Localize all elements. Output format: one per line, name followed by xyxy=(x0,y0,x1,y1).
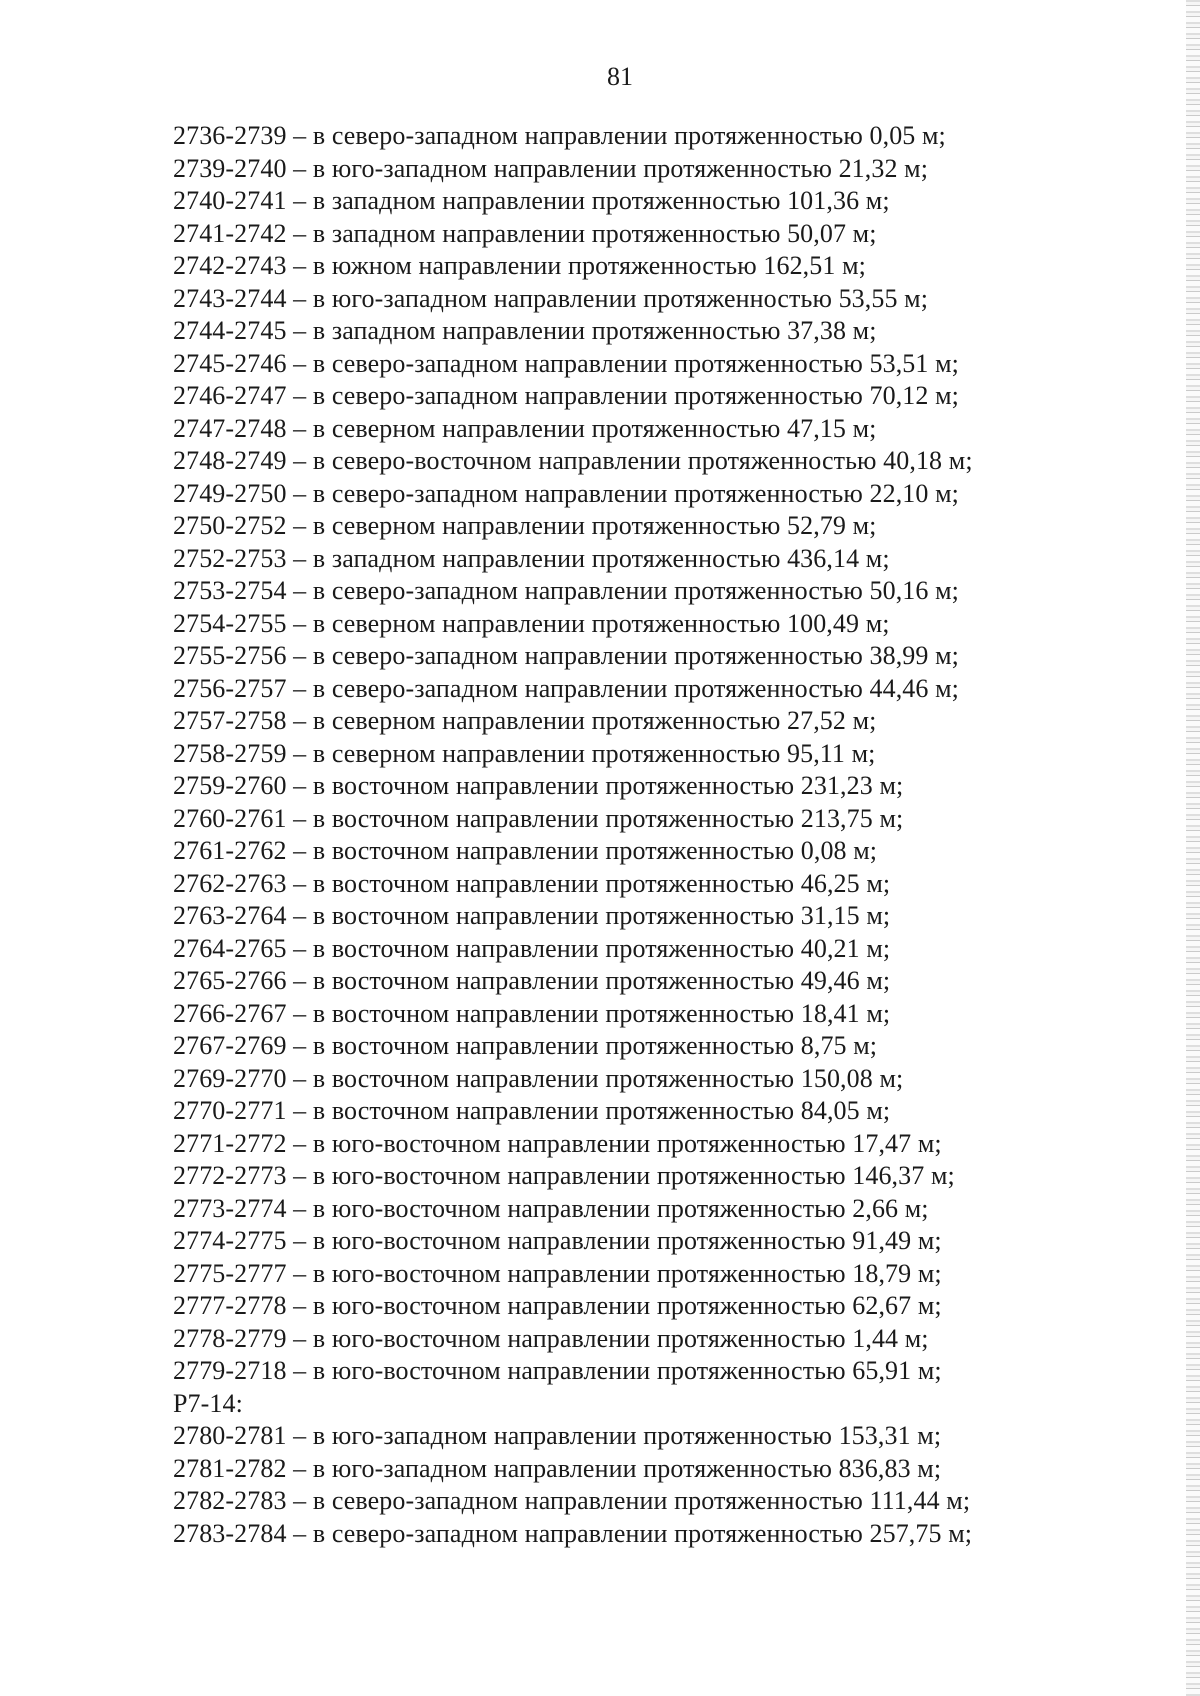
page-number: 81 xyxy=(607,62,633,91)
text-line: 2779-2718 – в юго-восточном направлении протяженностью 65,91 м; xyxy=(173,1356,942,1385)
text-line: 2783-2784 – в северо-западном направлении протяженностью 257,75 м; xyxy=(173,1518,973,1548)
scan-binding-edge xyxy=(1186,0,1200,1696)
text-line: 2739-2740 – в юго-западном направлении протяженностью 21,32 м; xyxy=(173,153,929,183)
text-line: 2762-2763 – в восточном направлении протяженностью 46,25 м; xyxy=(173,868,891,898)
text-line: 2782-2783 – в северо-западном направлении протяженностью 111,44 м; xyxy=(173,1486,971,1515)
text-line: 2746-2747 – в северо-западном направлении протяженностью 70,12 м; xyxy=(173,381,959,410)
text-line: 2755-2756 – в северо-западном направлении протяженностью 38,99 м; xyxy=(173,641,959,670)
text-line: 2777-2778 – в юго-восточном направлении протяженностью 62,67 м; xyxy=(173,1291,942,1320)
text-line: 2764-2765 – в восточном направлении протяженностью 40,21 м; xyxy=(173,933,891,963)
text-line: 2774-2775 – в юго-восточном направлении протяженностью 91,49 м; xyxy=(173,1226,942,1255)
text-line: 2772-2773 – в юго-восточном направлении протяженностью 146,37 м; xyxy=(173,1161,955,1190)
text-line: 2759-2760 – в восточном направлении протяженностью 231,23 м; xyxy=(173,771,904,800)
text-line: 2743-2744 – в юго-западном направлении протяженностью 53,55 м; xyxy=(173,283,929,313)
text-line: 2747-2748 – в северном направлении протяженностью 47,15 м; xyxy=(173,413,877,443)
text-line: 2752-2753 – в западном направлении протяженностью 436,14 м; xyxy=(173,543,890,573)
text-line: 2744-2745 – в западном направлении протяженностью 37,38 м; xyxy=(173,316,877,345)
text-line: 2756-2757 – в северо-западном направлении протяженностью 44,46 м; xyxy=(173,673,959,703)
text-line: 2769-2770 – в восточном направлении протяженностью 150,08 м; xyxy=(173,1063,904,1093)
text-line: 2766-2767 – в восточном направлении протяженностью 18,41 м; xyxy=(173,998,891,1028)
text-line: 2748-2749 – в северо-восточном направлении протяженностью 40,18 м; xyxy=(173,446,973,475)
text-line: 2736-2739 – в северо-западном направлении протяженностью 0,05 м; xyxy=(173,121,946,150)
text-line: 2773-2774 – в юго-восточном направлении протяженностью 2,66 м; xyxy=(173,1193,929,1223)
text-line: 2745-2746 – в северо-западном направлении протяженностью 53,51 м; xyxy=(173,348,959,378)
text-line: 2750-2752 – в северном направлении протяженностью 52,79 м; xyxy=(173,511,877,540)
text-line: 2778-2779 – в юго-восточном направлении протяженностью 1,44 м; xyxy=(173,1323,929,1353)
text-line: 2780-2781 – в юго-западном направлении протяженностью 153,31 м; xyxy=(173,1421,942,1450)
text-line: 2741-2742 – в западном направлении протяженностью 50,07 м; xyxy=(173,218,877,248)
text-line: 2781-2782 – в юго-западном направлении протяженностью 836,83 м; xyxy=(173,1453,942,1483)
text-line: 2775-2777 – в юго-восточном направлении протяженностью 18,79 м; xyxy=(173,1258,942,1288)
text-line: Р7-14: xyxy=(173,1388,243,1418)
text-line: 2765-2766 – в восточном направлении протяженностью 49,46 м; xyxy=(173,966,891,995)
text-line: 2749-2750 – в северо-западном направлении протяженностью 22,10 м; xyxy=(173,478,959,508)
text-line: 2761-2762 – в восточном направлении протяженностью 0,08 м; xyxy=(173,836,878,865)
text-line: 2763-2764 – в восточном направлении протяженностью 31,15 м; xyxy=(173,901,891,930)
text-line: 2771-2772 – в юго-восточном направлении протяженностью 17,47 м; xyxy=(173,1128,942,1158)
text-line: 2767-2769 – в восточном направлении протяженностью 8,75 м; xyxy=(173,1031,878,1060)
text-line: 2760-2761 – в восточном направлении протяженностью 213,75 м; xyxy=(173,803,904,833)
text-line: 2740-2741 – в западном направлении протяженностью 101,36 м; xyxy=(173,186,890,215)
text-line: 2753-2754 – в северо-западном направлении протяженностью 50,16 м; xyxy=(173,576,959,605)
text-line: 2770-2771 – в восточном направлении протяженностью 84,05 м; xyxy=(173,1096,891,1125)
text-line: 2758-2759 – в северном направлении протяженностью 95,11 м; xyxy=(173,738,876,768)
text-line: 2757-2758 – в северном направлении протяженностью 27,52 м; xyxy=(173,706,877,735)
text-line: 2754-2755 – в северном направлении протяженностью 100,49 м; xyxy=(173,608,890,638)
text-line: 2742-2743 – в южном направлении протяженностью 162,51 м; xyxy=(173,251,866,280)
boundary-description-text xyxy=(173,120,1093,1550)
